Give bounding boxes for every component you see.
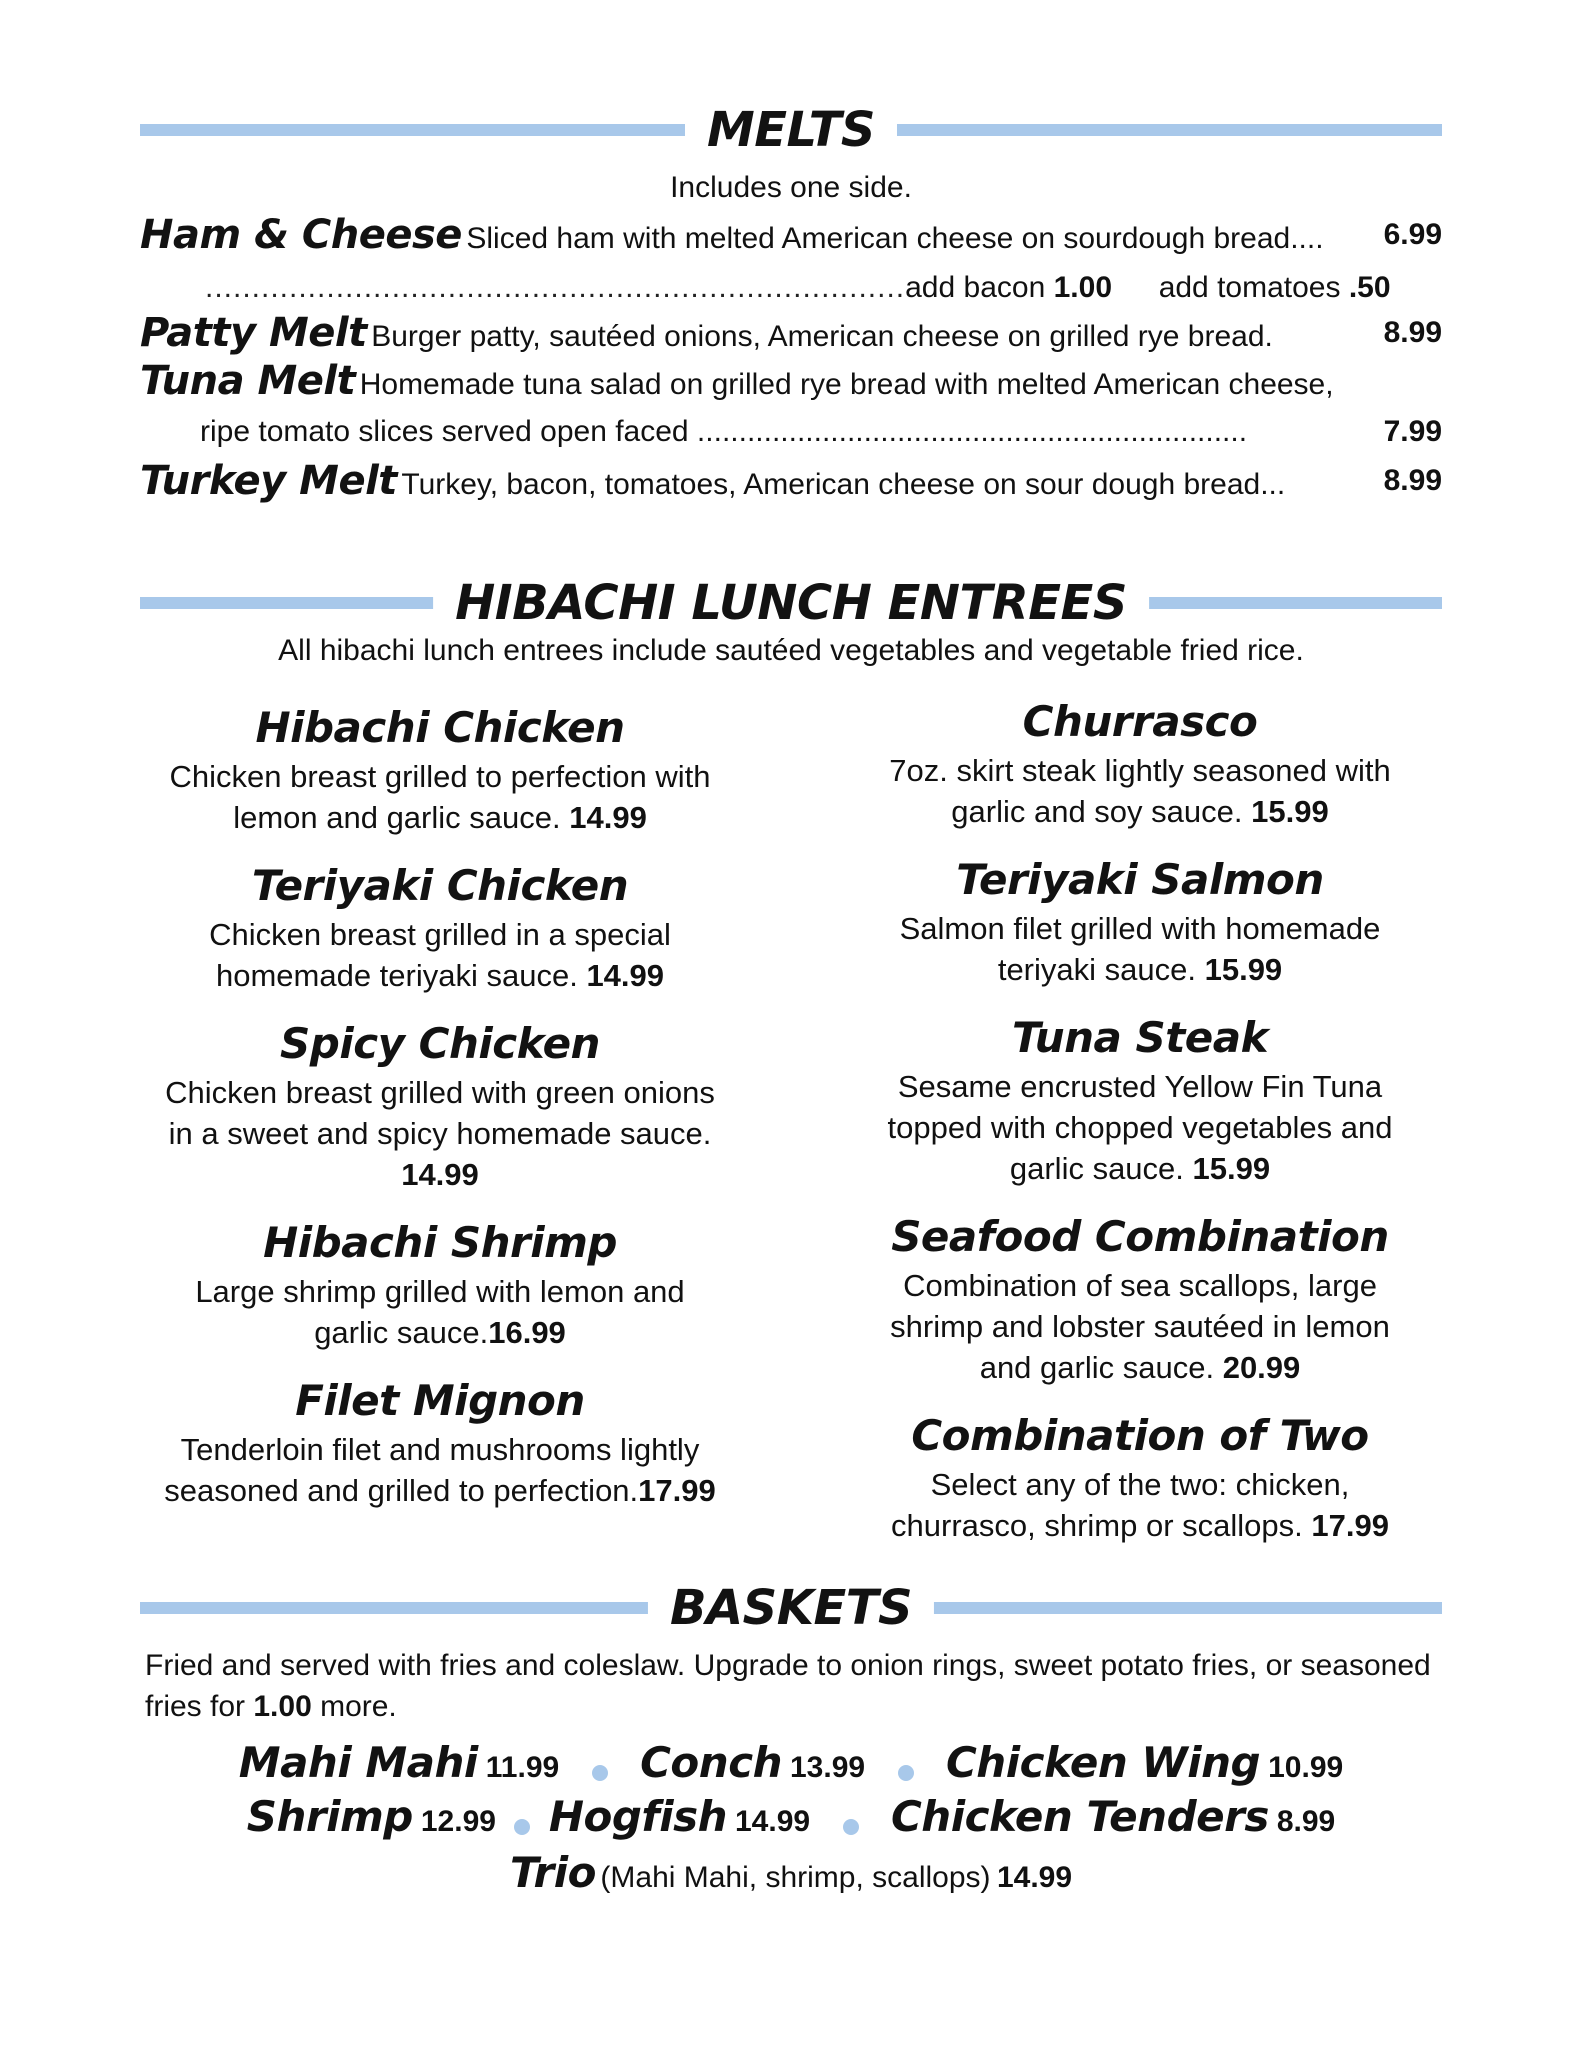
bullet-dot-icon	[898, 1765, 914, 1781]
entree-desc-line: garlic sauce.	[1009, 1151, 1184, 1186]
basket-price: 14.99	[735, 1805, 811, 1838]
bullet-dot-icon	[592, 1765, 608, 1781]
basket-price: 14.99	[996, 1861, 1073, 1894]
melt-desc-continued: ripe tomato slices served open faced ..................................................................	[200, 415, 1248, 448]
entree-name: Tuna Steak	[1011, 1013, 1269, 1062]
baskets-intro	[145, 1645, 1445, 1727]
entree-seafood-combination	[820, 1209, 1460, 1388]
entree-desc-line: garlic sauce.	[314, 1315, 489, 1350]
entree-desc-line: churrasco, shrimp or scallops.	[891, 1508, 1303, 1543]
melts-subtitle: Includes one side.	[670, 171, 912, 204]
entree-desc-line: lemon and garlic sauce.	[233, 800, 561, 835]
entree-teriyaki-chicken	[120, 858, 760, 996]
melt-price: 8.99	[1383, 316, 1442, 349]
entree-desc-line: Sesame encrusted Yellow Fin Tuna	[897, 1069, 1383, 1104]
entree-hibachi-chicken	[120, 700, 760, 838]
entree-price: 20.99	[1222, 1350, 1301, 1385]
addon-bacon-label: add bacon	[905, 271, 1046, 304]
melt-desc: Turkey, bacon, tomatoes, American cheese on sour dough bread...	[401, 468, 1286, 501]
entree-desc-line: seasoned and grilled to perfection.	[164, 1473, 639, 1508]
baskets-title: BASKETS	[648, 1578, 934, 1638]
melt-item-patty-melt	[140, 308, 1442, 358]
melt-item-turkey-melt	[140, 456, 1442, 506]
melt-price: 7.99	[1383, 415, 1442, 448]
entree-name: Hibachi Chicken	[255, 703, 625, 752]
hibachi-header	[140, 573, 1442, 633]
entree-desc-line: Tenderloin filet and mushrooms lightly	[180, 1432, 700, 1467]
basket-row-trio	[0, 1848, 1582, 1897]
hibachi-subtitle: All hibachi lunch entrees include sautéed vegetables and vegetable fried rice.	[278, 634, 1304, 667]
entree-name: Hibachi Shrimp	[263, 1218, 617, 1267]
bullet-dot-icon	[843, 1819, 859, 1835]
basket-note: (Mahi Mahi, shrimp, scallops)	[600, 1861, 991, 1894]
melt-addons	[205, 268, 1391, 308]
entree-desc-line: Chicken breast grilled in a special	[209, 917, 671, 952]
basket-name: Hogfish	[548, 1792, 727, 1841]
entree-price: 16.99	[488, 1315, 566, 1350]
entree-name: Teriyaki Chicken	[251, 861, 629, 910]
basket-row-2	[0, 1792, 1582, 1841]
entree-desc-line: in a sweet and spicy homemade sauce.	[168, 1116, 712, 1151]
melt-name: Turkey Melt	[140, 458, 397, 504]
basket-price: 10.99	[1268, 1751, 1344, 1784]
melt-tuna-continuation	[200, 412, 1442, 452]
addon-tomato-label: add tomatoes	[1158, 271, 1341, 304]
basket-price: 13.99	[789, 1751, 866, 1784]
entree-teriyaki-salmon	[820, 852, 1460, 990]
melt-price: 6.99	[1383, 218, 1442, 251]
entree-price: 14.99	[586, 958, 665, 993]
basket-name: Mahi Mahi	[238, 1738, 478, 1787]
entree-price: 14.99	[569, 800, 647, 835]
baskets-intro-text-end: more.	[311, 1690, 397, 1723]
entree-desc-line: and garlic sauce.	[979, 1350, 1215, 1385]
entree-desc-line: teriyaki sauce.	[997, 952, 1196, 987]
basket-name: Conch	[640, 1738, 782, 1787]
basket-price: 11.99	[485, 1751, 560, 1784]
basket-name: Chicken Wing	[945, 1738, 1261, 1787]
basket-name: Chicken Tenders	[890, 1792, 1269, 1841]
entree-price: 17.99	[1311, 1508, 1389, 1543]
entree-desc-line: Chicken breast grilled with green onions	[165, 1075, 715, 1110]
melt-price: 8.99	[1383, 464, 1442, 497]
addon-bacon-price: 1.00	[1053, 271, 1112, 304]
entree-desc-line: Salmon filet grilled with homemade	[899, 911, 1381, 946]
bullet-dot-icon	[514, 1819, 530, 1835]
melts-title: MELTS	[685, 100, 897, 160]
entree-price: 15.99	[1204, 952, 1283, 987]
entree-name: Filet Mignon	[295, 1376, 585, 1425]
baskets-upgrade-price: 1.00	[253, 1690, 312, 1723]
baskets-intro-text: Fried and served with fries and coleslaw. Upgrade to onion rings, sweet potato fries, or seasoned fries for	[145, 1649, 1431, 1723]
entree-desc-line: Chicken breast grilled to perfection with	[169, 759, 711, 794]
entree-desc-line: garlic and soy sauce.	[951, 794, 1243, 829]
entree-churrasco	[820, 694, 1460, 832]
entree-spicy-chicken	[120, 1016, 760, 1195]
melt-name: Tuna Melt	[140, 358, 356, 404]
baskets-header	[140, 1578, 1442, 1638]
entree-desc-line: topped with chopped vegetables and	[887, 1110, 1393, 1145]
entree-desc-line: shrimp and lobster sautéed in lemon	[890, 1309, 1390, 1344]
entree-name: Teriyaki Salmon	[956, 855, 1324, 904]
melt-item-tuna-melt	[140, 356, 1442, 406]
entree-hibachi-shrimp	[120, 1215, 760, 1353]
hibachi-title: HIBACHI LUNCH ENTREES	[433, 573, 1149, 633]
melt-desc: Homemade tuna salad on grilled rye bread with melted American cheese,	[359, 368, 1334, 401]
basket-name: Shrimp	[246, 1792, 413, 1841]
addon-leader-dots: ...........................................................................	[205, 271, 906, 304]
entree-name: Churrasco	[1022, 697, 1258, 746]
melts-header	[140, 100, 1442, 160]
hibachi-left-column	[120, 700, 760, 1531]
entree-tuna-steak	[820, 1010, 1460, 1189]
entree-desc-line: 7oz. skirt steak lightly seasoned with	[889, 753, 1391, 788]
entree-price: 15.99	[1192, 1151, 1271, 1186]
entree-name: Seafood Combination	[891, 1212, 1389, 1261]
basket-price: 8.99	[1276, 1805, 1336, 1838]
basket-price: 12.99	[420, 1805, 496, 1838]
entree-name: Combination of Two	[911, 1411, 1369, 1460]
entree-desc-line: Combination of sea scallops, large	[903, 1268, 1377, 1303]
entree-price: 14.99	[401, 1157, 479, 1192]
basket-row-1	[0, 1738, 1582, 1787]
entree-desc-line: Select any of the two: chicken,	[930, 1467, 1350, 1502]
melt-desc: Burger patty, sautéed onions, American cheese on grilled rye bread.	[371, 320, 1273, 353]
addon-tomato-price: .50	[1348, 271, 1391, 304]
melt-name: Ham & Cheese	[140, 212, 462, 258]
entree-filet-mignon	[120, 1373, 760, 1511]
entree-price: 17.99	[638, 1473, 716, 1508]
hibachi-right-column	[820, 694, 1460, 1566]
melt-desc: Sliced ham with melted American cheese on sourdough bread....	[466, 222, 1324, 255]
entree-desc-line: Large shrimp grilled with lemon and	[195, 1274, 685, 1309]
entree-combination-of-two	[820, 1408, 1460, 1546]
entree-price: 15.99	[1251, 794, 1329, 829]
entree-desc-line: homemade teriyaki sauce.	[215, 958, 578, 993]
melt-item-ham-cheese	[140, 210, 1442, 260]
melt-name: Patty Melt	[140, 310, 367, 356]
entree-name: Spicy Chicken	[280, 1019, 600, 1068]
basket-name: Trio	[509, 1848, 596, 1897]
